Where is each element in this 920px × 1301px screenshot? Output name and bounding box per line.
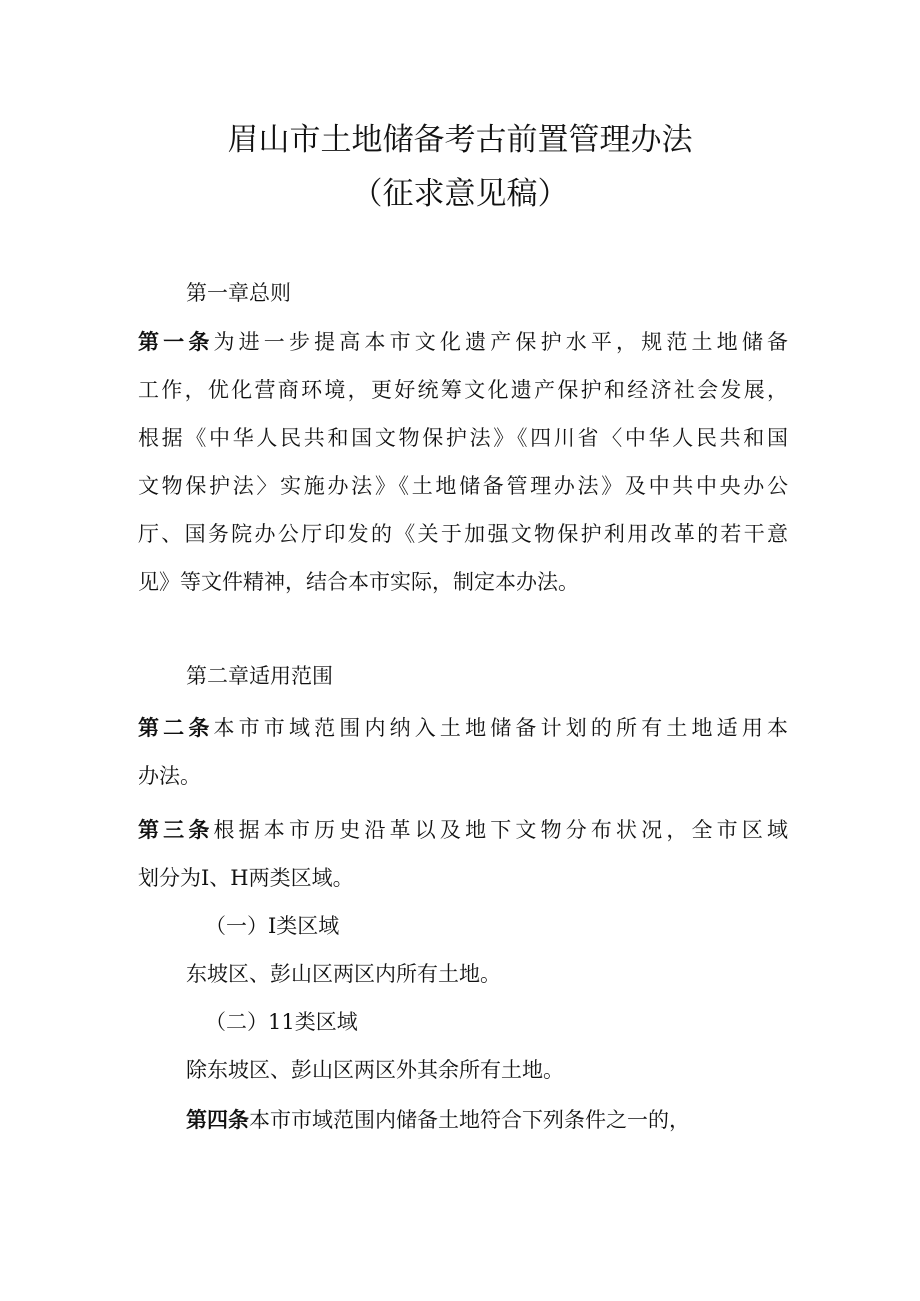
article-1-line-4: 文物保护法〉实施办法》《土地储备管理办法》及中共中央办公 <box>138 474 788 498</box>
article-1-line-6: 见》等文件精神，结合本市实际，制定本办法。 <box>138 570 579 594</box>
article-4-line-1 <box>186 1105 690 1135</box>
article-2-line-2: 办法。 <box>138 764 201 788</box>
article-4-text-1: 本市市域范围内储备土地符合下列条件之一的， <box>249 1108 690 1132</box>
item-2-text: 除东坡区、彭山区两区外其余所有土地。 <box>186 1058 564 1082</box>
article-1-line-5: 厅、国务院办公厅印发的《关于加强文物保护利用改革的若干意 <box>138 522 788 546</box>
article-1-text-1: 为进一步提高本市文化遗产保护水平，规范土地储备 <box>213 330 789 354</box>
article-1-label: 第一条 <box>138 329 214 354</box>
article-3-text-1: 根据本市历史沿革以及地下文物分布状况，全市区域 <box>213 818 789 842</box>
article-1-line-2: 工作，优化营商环境，更好统筹文化遗产保护和经济社会发展， <box>138 378 788 402</box>
article-3-line-1 <box>138 815 788 845</box>
article-4-label: 第四条 <box>186 1107 249 1132</box>
article-2-line-1 <box>138 713 788 743</box>
item-1-text: 东坡区、彭山区两区内所有土地。 <box>186 962 501 986</box>
chapter-1-heading: 第一章总则 <box>186 281 291 305</box>
article-3-label: 第三条 <box>138 817 214 842</box>
article-1-line-3: 根据《中华人民共和国文物保护法》《四川省〈中华人民共和国 <box>138 426 788 450</box>
document-subtitle: （征求意见稿） <box>351 176 569 212</box>
article-2-label: 第二条 <box>138 715 214 740</box>
document-title: 眉山市土地储备考古前置管理办法 <box>227 122 693 158</box>
chapter-2-heading: 第二章适用范围 <box>186 664 333 688</box>
article-1-line-1 <box>138 327 788 357</box>
item-2-heading: （二）11类区域 <box>205 1010 358 1034</box>
article-2-text-1: 本市市域范围内纳入土地储备计划的所有土地适用本 <box>213 716 789 740</box>
article-3-line-2: 划分为I、H两类区域。 <box>138 866 354 890</box>
item-1-heading: （一）I类区域 <box>205 914 340 938</box>
